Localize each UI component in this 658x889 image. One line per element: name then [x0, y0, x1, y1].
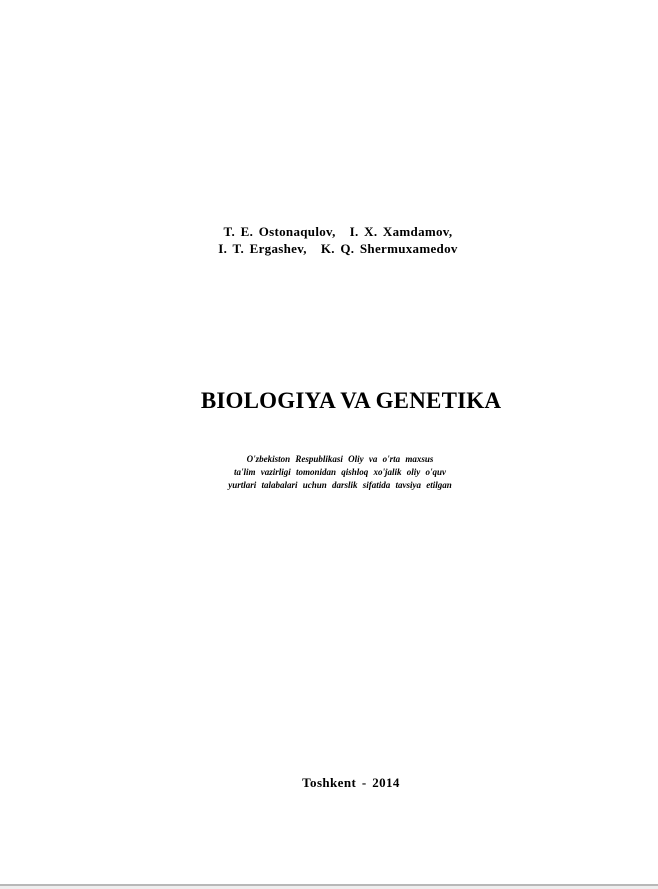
author-name: I. X. Xamdamov,: [349, 224, 453, 239]
authors-line-2: [0, 240, 658, 257]
approval-note-line: ta'lim vazirligi tomonidan qishloq xo'jalik oliy o'quv: [233, 467, 447, 477]
author-name: T. E. Ostonaqulov,: [223, 224, 336, 239]
book-title: BIOLOGIYA VA GENETIKA: [200, 388, 502, 413]
approval-note-line: yurtlari talabalari uchun darslik sifatida tavsiya etilgan: [228, 480, 452, 490]
approval-note-line: O'zbekiston Respublikasi Oliy va o'rta maxsus: [246, 454, 434, 464]
author-name: I. T. Ergashev,: [218, 241, 307, 256]
authors-line-1: [0, 223, 658, 240]
place-and-year: Toshkent - 2014: [302, 775, 400, 790]
authors-block: [0, 223, 658, 257]
author-name: K. Q. Shermuxamedov: [320, 241, 458, 256]
approval-note: [0, 453, 658, 492]
